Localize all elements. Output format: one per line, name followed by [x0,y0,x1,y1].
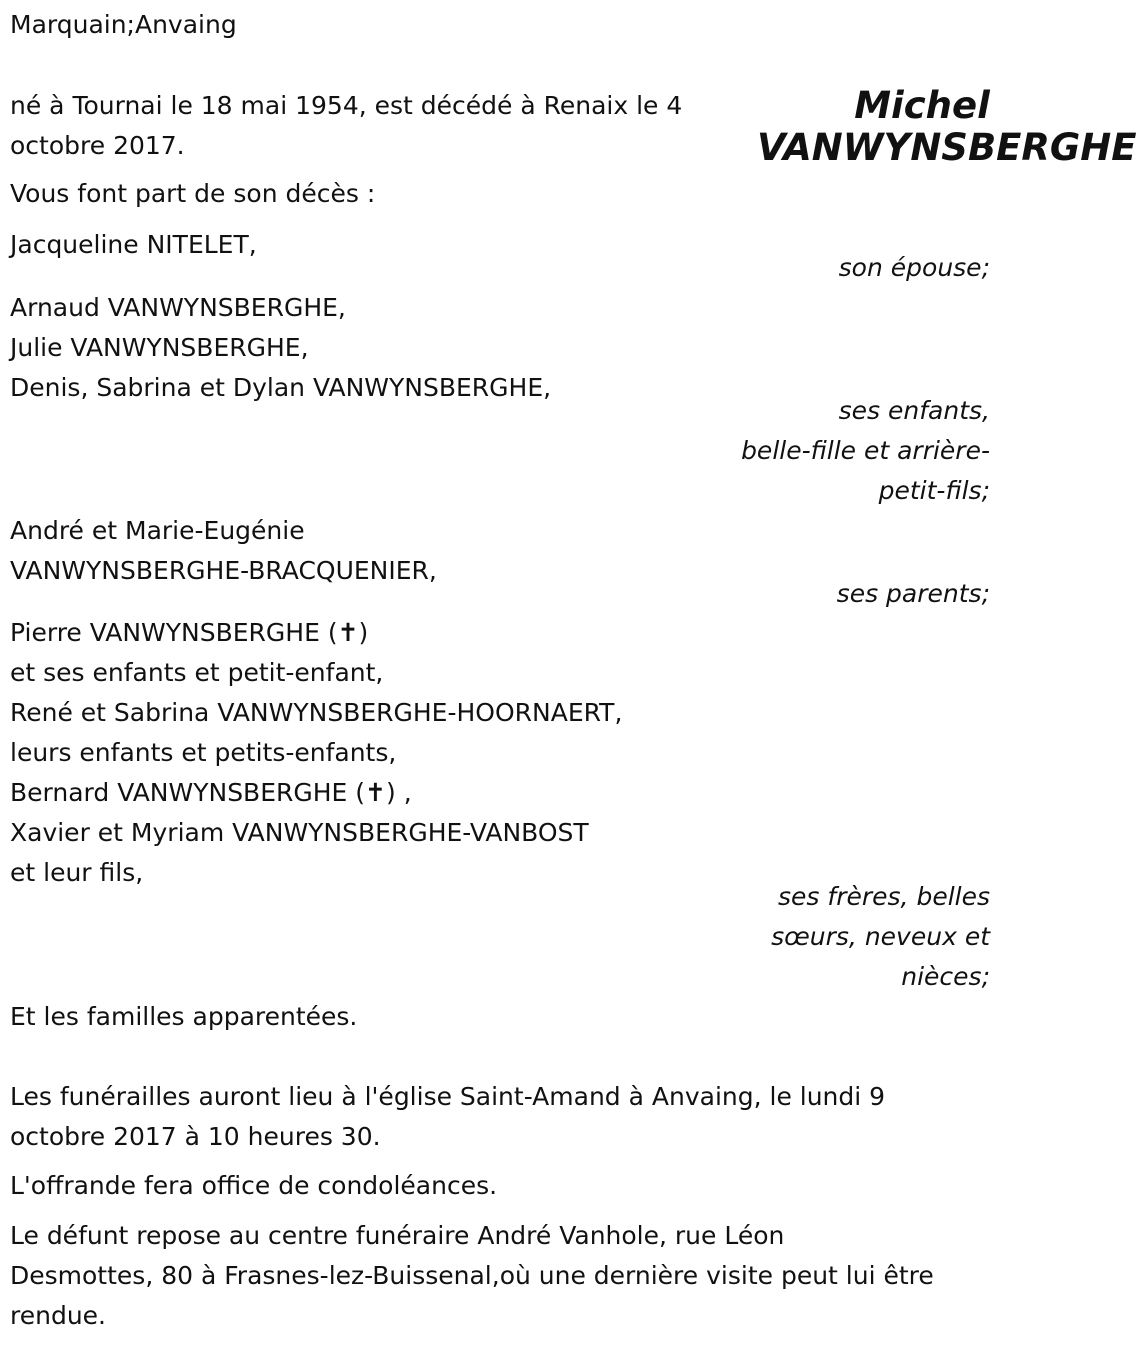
deceased-first-name: Michel [854,84,990,127]
siblings-role-line: sœurs, neveux et [771,922,990,951]
funeral-line-1: Les funérailles auront lieu à l'église Saint-Amand à Anvaing, le lundi 9 [10,1082,886,1111]
children-role-line: petit-fils; [878,476,990,505]
deceased-name [752,84,1137,169]
place-header: Marquain;Anvaing [10,10,237,39]
sibling-line: Bernard VANWYNSBERGHE (✝) , [10,778,412,807]
resting-place-line-3: rendue. [10,1301,106,1330]
parents-role: ses parents; [836,579,990,608]
siblings-role-line: ses frères, belles [778,882,990,911]
sibling-line: et leur fils, [10,858,144,887]
siblings-role-line: nièces; [901,962,990,991]
resting-place-line-1: Le défunt repose au centre funéraire André Vanhole, rue Léon [10,1221,785,1250]
announcement: Vous font part de son décès : [10,179,376,208]
birth-death-line-1: né à Tournai le 18 mai 1954, est décédé à Renaix le 4 [10,91,683,120]
funeral-line-2: octobre 2017 à 10 heures 30. [10,1122,381,1151]
children-role-line: belle-fille et arrière- [741,436,990,465]
deceased-last-name: VANWYNSBERGHE [757,126,1137,169]
resting-place-line-2: Desmottes, 80 à Frasnes-lez-Buissenal,où une dernière visite peut lui être [10,1261,934,1290]
sibling-line: Pierre VANWYNSBERGHE (✝) [10,618,369,647]
sibling-line: et ses enfants et petit-enfant, [10,658,384,687]
child-line: Arnaud VANWYNSBERGHE, [10,293,346,322]
related-families: Et les familles apparentées. [10,1002,358,1031]
children-role-line: ses enfants, [838,396,990,425]
parents-line: André et Marie-Eugénie [10,516,305,545]
spouse-name: Jacqueline NITELET, [10,230,257,259]
sibling-line: René et Sabrina VANWYNSBERGHE-HOORNAERT, [10,698,623,727]
offering-note: L'offrande fera office de condoléances. [10,1171,498,1200]
parents-line: VANWYNSBERGHE-BRACQUENIER, [10,556,437,585]
child-line: Denis, Sabrina et Dylan VANWYNSBERGHE, [10,373,552,402]
sibling-line: leurs enfants et petits-enfants, [10,738,397,767]
spouse-role: son épouse; [838,253,990,282]
child-line: Julie VANWYNSBERGHE, [10,333,309,362]
birth-death-line-2: octobre 2017. [10,131,185,160]
sibling-line: Xavier et Myriam VANWYNSBERGHE-VANBOST [10,818,589,847]
